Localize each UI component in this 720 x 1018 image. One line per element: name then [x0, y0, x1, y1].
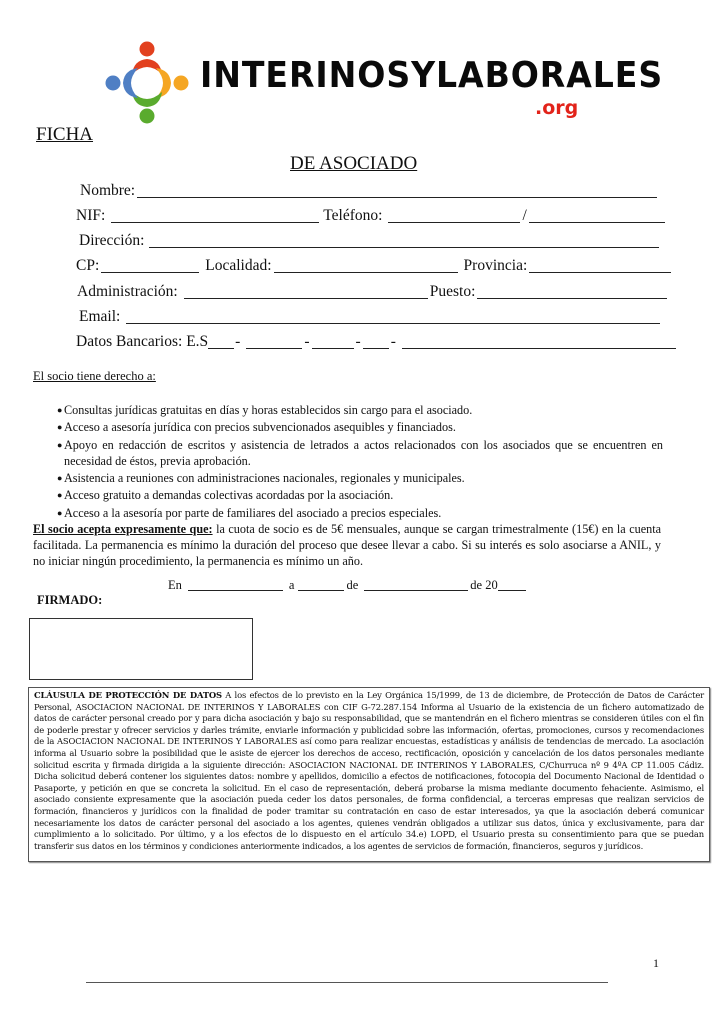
page-title-ficha: FICHA [36, 124, 94, 145]
email-field[interactable] [126, 309, 660, 324]
logo-wordmark: INTERINOSYLABORALES [200, 55, 664, 96]
page-title-asociado: DE ASOCIADO [290, 153, 418, 174]
provincia-field[interactable] [529, 258, 671, 273]
dc-field[interactable] [363, 334, 389, 349]
cp-localidad-provincia-row [76, 257, 673, 275]
en-label: En [168, 578, 182, 592]
datos-bancarios-label: Datos Bancarios: E.S [76, 333, 209, 350]
datos-bancarios-row [76, 333, 678, 351]
dash-1: - [235, 333, 241, 350]
bullet-icon: ● [57, 507, 63, 518]
list-item: ● Acceso a asesoría jurídica con precios subvencionados asequibles y financiados. [57, 420, 456, 435]
a-label: a [288, 578, 295, 592]
telefono-label: Teléfono: [323, 207, 383, 224]
telefono-separator: / [522, 207, 527, 224]
logo-head-orange [174, 76, 189, 91]
logo-body-red [132, 59, 162, 74]
iban-field[interactable] [208, 334, 234, 349]
acceptance-text: la cuota de socio es de 5€ mensuales, aunque se cargan trimestralmente (15€) en la cuenta facilitada. La permanencia es mínimo la duración del proceso que desee llevar a cabo. Si su interés es solo asociarse a ANIL, y no iniciar ningún procedimiento, la permanencia es mínimo un año. [33, 522, 661, 569]
acceptance-lead: El socio acepta expresamente que: [33, 522, 213, 536]
day-field[interactable] [298, 578, 344, 591]
bullet-icon: ● [57, 490, 63, 501]
rights-heading: El socio tiene derecho a: [33, 369, 156, 383]
dash-2: - [304, 333, 310, 350]
puesto-field[interactable] [477, 284, 667, 299]
logo-body-orange [156, 68, 171, 98]
logo-head-red [140, 42, 155, 57]
oficina-field[interactable] [312, 334, 354, 349]
telefono-field-2[interactable] [529, 208, 665, 223]
dash-4: - [390, 333, 396, 350]
footer-divider [86, 982, 608, 983]
provincia-label: Provincia: [463, 257, 528, 274]
signature-box[interactable] [29, 618, 253, 680]
localidad-label: Localidad: [205, 257, 272, 274]
logo-suffix: .org [535, 97, 579, 119]
de-label-1: de [346, 578, 359, 592]
nombre-row [80, 182, 659, 200]
bullet-icon: ● [57, 439, 63, 450]
cuenta-field[interactable] [402, 334, 676, 349]
list-item: ● Consultas jurídicas gratuitas en días y horas establecidos sin cargo para el asociado. [57, 403, 473, 417]
logo-body-green [132, 92, 162, 107]
nif-label: NIF: [76, 207, 106, 224]
dash-3: - [355, 333, 361, 350]
logo-body-blue [123, 68, 138, 98]
email-row [79, 308, 662, 326]
logo-head-blue [106, 76, 121, 91]
cp-label: CP: [76, 257, 100, 274]
list-item: ● Asistencia a reuniones con administraciones nacionales, regionales y municipales. [57, 471, 465, 486]
year-field[interactable] [498, 578, 526, 591]
direccion-label: Dirección: [79, 232, 145, 249]
list-item: ● Apoyo en redacción de escritos y asistencia de letrados a actos relacionados con los asociados que se encuentren en necesidad de éstos, previa aprobación. [57, 437, 663, 468]
cp-field[interactable] [101, 258, 199, 273]
place-field[interactable] [188, 578, 283, 591]
administracion-field[interactable] [184, 284, 428, 299]
nombre-field[interactable] [137, 183, 657, 198]
direccion-row [79, 232, 661, 250]
direccion-field[interactable] [149, 233, 659, 248]
signature-label: FIRMADO: [37, 593, 103, 607]
bullet-icon: ● [57, 405, 63, 415]
list-item: ● Acceso gratuito a demandas colectivas acordadas por la asociación. [57, 488, 394, 503]
page-number: 1 [653, 956, 659, 970]
date-place-row [168, 578, 528, 593]
entidad-field[interactable] [246, 334, 302, 349]
data-protection-clause [28, 687, 710, 862]
de-label-2: de 20 [470, 578, 498, 592]
administracion-label: Administración: [77, 283, 178, 300]
list-item: ● Acceso a la asesoría por parte de familiares del asociado a precios especiales. [57, 505, 442, 520]
email-label: Email: [79, 308, 121, 325]
clause-heading: CLÁUSULA DE PROTECCIÓN DE DATOS [34, 690, 222, 700]
clause-text [34, 690, 704, 852]
logo-head-green [140, 109, 155, 124]
administracion-puesto-row [77, 283, 669, 301]
logo-people-circle-icon [104, 40, 190, 124]
bullet-icon: ● [57, 422, 63, 433]
bullet-icon: ● [57, 473, 63, 484]
localidad-field[interactable] [274, 258, 458, 273]
telefono-field-1[interactable] [388, 208, 520, 223]
puesto-label: Puesto: [429, 283, 476, 300]
clause-body: A los efectos de lo previsto en la Ley Orgánica 15/1999, de 13 de diciembre, de Protección de Datos de Carácter Personal, ASOCIACION NACIONAL DE INTERINOS Y LABORALES con CIF G-72.287.154 Informa al Usuario de la existencia de un fichero automatizado de datos de carácter personal creado por y para dicha asociación y bajo su responsabilidad, que se mantendrán en el fichero mientras se consideren útiles con el fin de poderle prestar y ofrecer servicios y darles trámite, enviarle información y publicidad sobre las información, ofertas, promociones, cursos y recomendaciones de la ASOCIACION NACIONAL DE INTERINOS Y LABORALES así como para realizar encuestas, estadísticas y análisis de tendencias de mercado. La asociación informa al Usuario sobre la posibilidad que le asiste de ejercer los derechos de acceso, rectificación, oposición y cancelación de los datos personales mediante solicitud escrita y firmada dirigida a la siguiente dirección: ASOCIACION NACIONAL DE INTERINOS Y LABORALES, C/Churruca nº 9 4ºA CP 11.005 Cádiz. Dicha solicitud deberá contener los siguientes datos: nombre y apellidos, domicilio a efectos de notificaciones, fotocopia del Documento Nacional de Identidad o Pasaporte, y petición en que se concreta la solicitud. En el caso de representación, deberá probarse la misma mediante documento fehaciente. Asimismo, el asociado consiente expresamente que la asociación pueda ceder los datos personales, de forma confidencial, a terceras empresas que realizan servicios de formación, financieros y jurídicos con la finalidad de poder tramitar su contratación en caso de estar interesados, ya que la asociación deberá comunicar necesariamente los datos de carácter personal del asociado a los agentes, quienes vendrán obligados a utilizar sus datos, única y exclusivamente, para dar cumplimiento a lo solicitado. Por último, y a los efectos de lo dispuesto en el artículo 34.e) LOPD, el Usuario presta su consentimiento para que se puedan transferir sus datos en los términos y condiciones anteriormente indicados, a los agentes de servicios de formación, financieros, seguros y jurídicos. [34, 690, 704, 851]
rights-list [57, 402, 663, 522]
nif-telefono-row [76, 207, 667, 225]
nif-field[interactable] [111, 208, 319, 223]
acceptance-paragraph [33, 521, 661, 570]
nombre-label: Nombre: [80, 182, 136, 199]
month-field[interactable] [364, 578, 468, 591]
